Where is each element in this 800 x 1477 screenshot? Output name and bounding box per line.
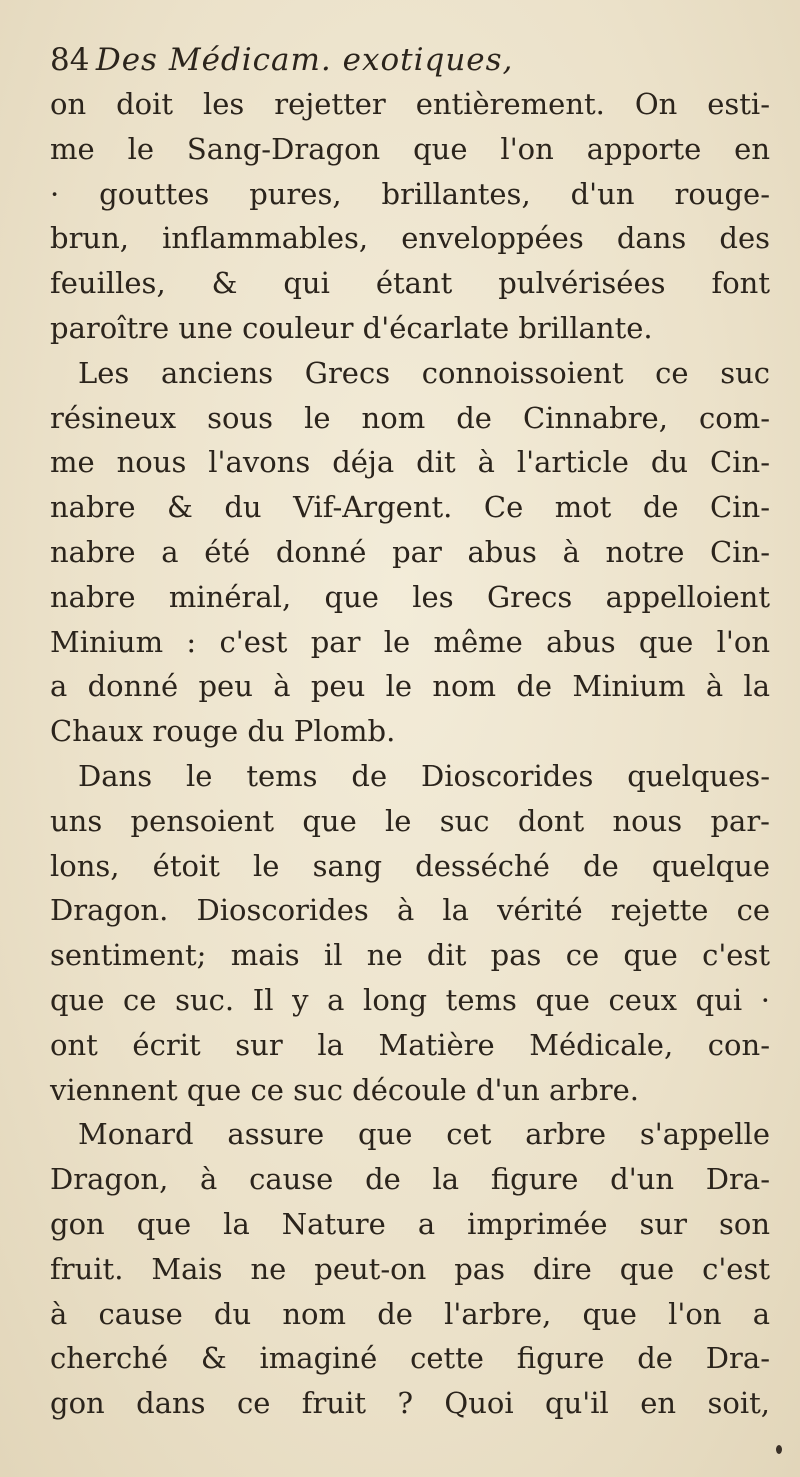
- text-line: Dans le tems de Dioscorides quelques-: [78, 758, 770, 793]
- text-line: à cause du nom de l'arbre, que l'on a: [50, 1296, 770, 1331]
- text-line: on doit les rejetter entièrement. On esti-: [50, 87, 770, 121]
- text-line: paroître une couleur d'écarlate brillante.: [50, 310, 653, 345]
- ink-spot: [776, 1445, 782, 1454]
- page-number: 84: [50, 42, 90, 78]
- text-line: viennent que ce suc découle d'un arbre.: [50, 1072, 639, 1107]
- text-line: ont écrit sur la Matière Médicale, con-: [50, 1027, 770, 1062]
- text-line: Minium : c'est par le même abus que l'on: [50, 624, 770, 659]
- text-line: sentiment; mais il ne dit pas ce que c'est: [50, 938, 770, 973]
- text-line: nabre a été donné par abus à notre Cin-: [50, 534, 770, 569]
- text-line: Les anciens Grecs connoissoient ce suc: [78, 355, 770, 390]
- text-line: me nous l'avons déja dit à l'article du Cin-: [50, 445, 770, 480]
- book-page: [50, 38, 770, 1426]
- text-line: cherché & imaginé cette figure de Dra-: [50, 1341, 770, 1376]
- text-line: brun, inflammables, enveloppées dans des: [50, 221, 770, 256]
- text-line: gon dans ce fruit ? Quoi qu'il en soit,: [50, 1386, 770, 1421]
- text-line: Dragon. Dioscorides à la vérité rejette ce: [50, 893, 770, 928]
- text-line: me le Sang-Dragon que l'on apporte en: [50, 131, 770, 166]
- text-line: nabre minéral, que les Grecs appelloient: [50, 579, 770, 614]
- text-line: a donné peu à peu le nom de Minium à la: [50, 669, 770, 704]
- text-line: · gouttes pures, brillantes, d'un rouge-: [50, 176, 770, 211]
- text-line: Chaux rouge du Plomb.: [50, 714, 396, 749]
- page-header: [50, 38, 770, 82]
- body-text: [50, 82, 770, 1426]
- text-line: uns pensoient que le suc dont nous par-: [50, 803, 770, 838]
- text-line: Monard assure que cet arbre s'appelle: [78, 1117, 770, 1152]
- text-line: résineux sous le nom de Cinnabre, com-: [50, 400, 770, 435]
- running-title: Des Médicam. exotiques,: [95, 42, 514, 78]
- text-line: nabre & du Vif-Argent. Ce mot de Cin-: [50, 490, 770, 525]
- text-line: gon que la Nature a imprimée sur son: [50, 1206, 770, 1241]
- text-line: fruit. Mais ne peut-on pas dire que c'est: [50, 1251, 770, 1286]
- text-line: Dragon, à cause de la figure d'un Dra-: [50, 1162, 770, 1197]
- text-line: feuilles, & qui étant pulvérisées font: [50, 266, 770, 301]
- text-line: lons, étoit le sang desséché de quelque: [50, 848, 770, 883]
- text-line: que ce suc. Il y a long tems que ceux qui ·: [50, 982, 770, 1017]
